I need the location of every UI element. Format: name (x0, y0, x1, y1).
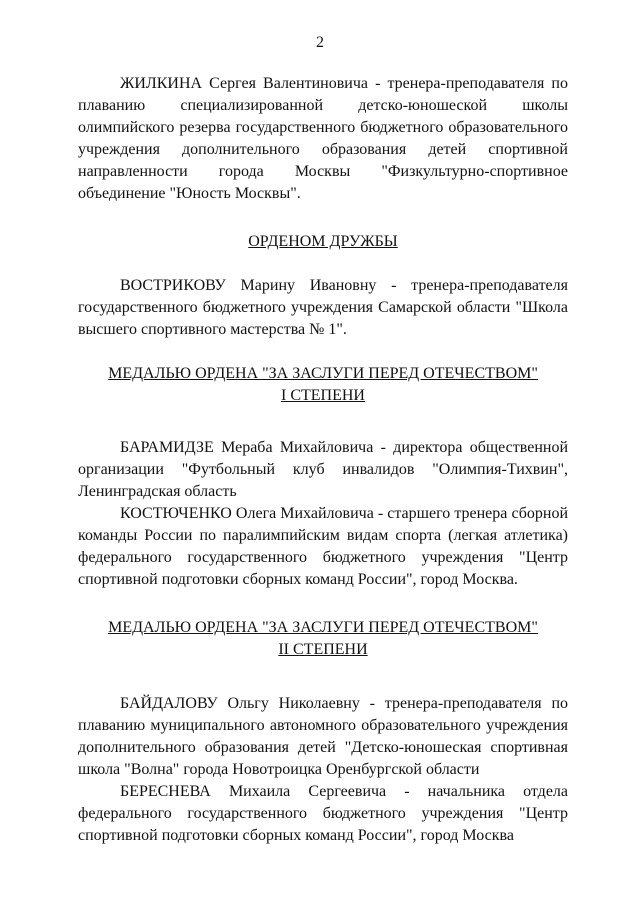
section-heading-line2: I СТЕПЕНИ (281, 387, 365, 404)
section-heading-line1: МЕДАЛЬЮ ОРДЕНА "ЗА ЗАСЛУГИ ПЕРЕД ОТЕЧЕСТВОМ" (108, 365, 538, 382)
section-heading-line2: II СТЕПЕНИ (278, 641, 368, 658)
section-medal-degree-2 (78, 617, 568, 847)
section-medal-degree-1 (78, 363, 568, 591)
page-number: 2 (316, 34, 324, 51)
award-entry-beresnev: БЕРЕСНЕВА Михаила Сергеевича - начальника отдела федерального государственного бюджетного учреждения "Центр спортивной подготовки сборных команд России", город Москва (78, 783, 568, 844)
award-entry-kostyuchenko: КОСТЮЧЕНКО Олега Михайловича - старшего тренера сборной команды России по паралимпийским видам спорта (легкая атлетика) федерального государственного бюджетного учреждения "Центр спортивной подготовки сборных команд России", город Москва. (78, 505, 568, 588)
award-entry-baidalova: БАЙДАЛОВУ Ольгу Николаевну - тренера-преподавателя по плаванию муниципального автономного образовательного учреждения дополнительного образования детей "Детско-юношеская спортивная школа "Волна" города Новотроицка Оренбургской области (78, 695, 568, 778)
award-entry-zhilkina: ЖИЛКИНА Сергея Валентиновича - тренера-преподавателя по плаванию специализированной детско-юношеской школы олимпийского резерва государственного бюджетного образовательного учреждения дополнительного образования детей спортивной направленности города Москвы "Физкультурно-спортивное объединение "Юность Москвы". (78, 75, 568, 202)
award-entry-baramidze: БАРАМИДЗЕ Мераба Михайловича - директора общественной организации "Футбольный клуб инвалидов "Олимпия-Тихвин", Ленинградская область (78, 439, 568, 500)
section-order-friendship (78, 231, 568, 341)
section-heading: ОРДЕНОМ ДРУЖБЫ (248, 233, 398, 250)
section-heading-line1: МЕДАЛЬЮ ОРДЕНА "ЗА ЗАСЛУГИ ПЕРЕД ОТЕЧЕСТВОМ" (108, 619, 538, 636)
decree-content (78, 73, 568, 847)
award-entry-vostrikova: ВОСТРИКОВУ Марину Ивановну - тренера-преподавателя государственного бюджетного учреждения Самарской области "Школа высшего спортивного мастерства № 1". (78, 277, 568, 338)
